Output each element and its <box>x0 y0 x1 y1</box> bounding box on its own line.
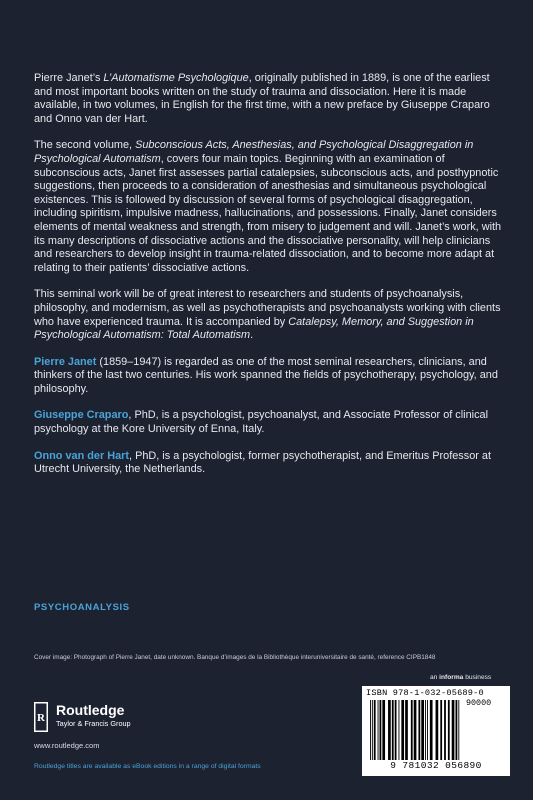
text-run: , covers four main topics. Beginning with an examination of subconscious acts, Janet first assesses partial catalepsies, subconscious acts, and posthypnotic suggestions, then proceeds to a consideration of anesthesias and simultaneous psychological existences. This is followed by discussion of several forms of psychological disaggregation, including spiritism, impulsive madness, hallucinations, and possessions. Finally, Janet considers elements of mental weakness and strength, from misery to judgement and will. Janet’s work, with its many descriptions of dissociative actions and the dissociative personality, will help clinicians and researchers to develop insight in trauma-related dissociation, and to become more adapt at relating to their patients’ dissociative actions. <box>34 152 502 274</box>
barcode-bar <box>401 700 404 760</box>
barcode-bars <box>368 700 504 760</box>
publisher-name: Routledge <box>56 702 125 718</box>
text-run: . <box>250 329 254 342</box>
barcode-bar <box>370 700 371 760</box>
barcode-bar <box>425 700 426 760</box>
barcode-bar <box>372 700 373 760</box>
barcode-bar <box>444 700 446 760</box>
barcode-digits: 9 781032 056890 <box>390 760 482 771</box>
author-name: Giuseppe Craparo <box>34 409 129 422</box>
routledge-logo-icon <box>34 702 48 732</box>
text-run: This seminal work will be of great interest to researchers and students of psychoanalysis, philosophy, and modernism, as well as psychotherapists and psychoanalysts working with clients who have experienced trauma. It is accompanied by <box>34 288 501 328</box>
italic-title-run: Catalepsy, Memory, and Suggestion in Psychological Automatism: Total Automatism <box>34 315 474 342</box>
description-paragraph-2 <box>34 139 502 275</box>
text-run: The second volume, <box>34 139 136 152</box>
barcode-bar <box>388 700 391 760</box>
bio-text: , PhD, is a psychologist, psychoanalyst, and Associate Professor of clinical psychology at the Kore University of Enna, Italy. <box>34 409 488 436</box>
barcode-bar <box>452 700 455 760</box>
barcode-bar <box>427 700 428 760</box>
subject-category: PSYCHOANALYSIS <box>34 602 130 613</box>
barcode-bar <box>395 700 397 760</box>
publisher-group: Taylor & Francis Group <box>56 719 131 728</box>
barcode-bar <box>456 700 458 760</box>
informa-brand: informa <box>439 674 464 681</box>
cover-image-credit: Cover image: Photograph of Pierre Janet, date unknown. Banque d’images de la Bibliothèque interuniversitaire de santé, reference CIPB1848 <box>34 654 436 661</box>
barcode-bar <box>380 700 382 760</box>
barcode-bar <box>374 700 376 760</box>
svg-text:R: R <box>37 712 45 724</box>
barcode-bar <box>392 700 394 760</box>
barcode-bar <box>411 700 413 760</box>
barcode-bar <box>399 700 400 760</box>
bio-pierre-janet <box>34 356 502 397</box>
routledge-logo <box>34 700 154 736</box>
isbn-barcode <box>362 686 510 776</box>
barcode-bar <box>436 700 439 760</box>
text-run: Pierre Janet’s <box>34 72 104 84</box>
description-paragraph-3 <box>34 288 502 342</box>
barcode-bar <box>382 700 385 760</box>
barcode-bar <box>440 700 442 760</box>
italic-title-run: Subconscious Acts, Anesthesias, and Psychological Disaggregation in Psychological Automatism <box>34 139 474 165</box>
author-name: Onno van der Hart <box>34 449 130 462</box>
barcode-bar <box>430 700 433 760</box>
barcode-bar <box>418 700 420 760</box>
bio-text: , PhD, is a psychologist, former psychotherapist, and Emeritus Professor at Utrecht University, the Netherlands. <box>34 449 491 476</box>
barcode-bar <box>405 700 408 760</box>
barcode-bar <box>378 700 379 760</box>
description-paragraph-1 <box>34 72 502 126</box>
barcode-bar <box>421 700 424 760</box>
bio-onno-van-der-hart <box>34 450 502 477</box>
barcode-bar <box>414 700 417 760</box>
bio-text: (1859–1947) is regarded as one of the most seminal researchers, clinicians, and thinkers of the last two centuries. His work spanned the fields of psychotherapy, psychology, and philosophy. <box>34 355 498 395</box>
price-code: 90000 <box>466 698 492 708</box>
informa-business-tag: an informa business <box>430 674 492 681</box>
bio-giuseppe-craparo <box>34 409 502 436</box>
publisher-website[interactable]: www.routledge.com <box>34 741 100 750</box>
ebook-availability-note: Routledge titles are available as eBook editions in a range of digital formats <box>34 763 261 770</box>
author-name: Pierre Janet <box>34 355 97 368</box>
text-run: , originally published in 1889, is one of the earliest and most important books written on the study of trauma and dissociation. Here it is made available, in two volumes, in English for the first time, with a new preface by Giuseppe Craparo and Onno van der Hart. <box>34 72 490 125</box>
barcode-bar <box>448 700 450 760</box>
blurb <box>34 72 502 490</box>
isbn-text: ISBN 978-1-032-05689-0 <box>366 688 484 698</box>
barcode-bar <box>458 700 459 760</box>
italic-title-run: L’Automatisme Psychologique <box>103 72 249 84</box>
